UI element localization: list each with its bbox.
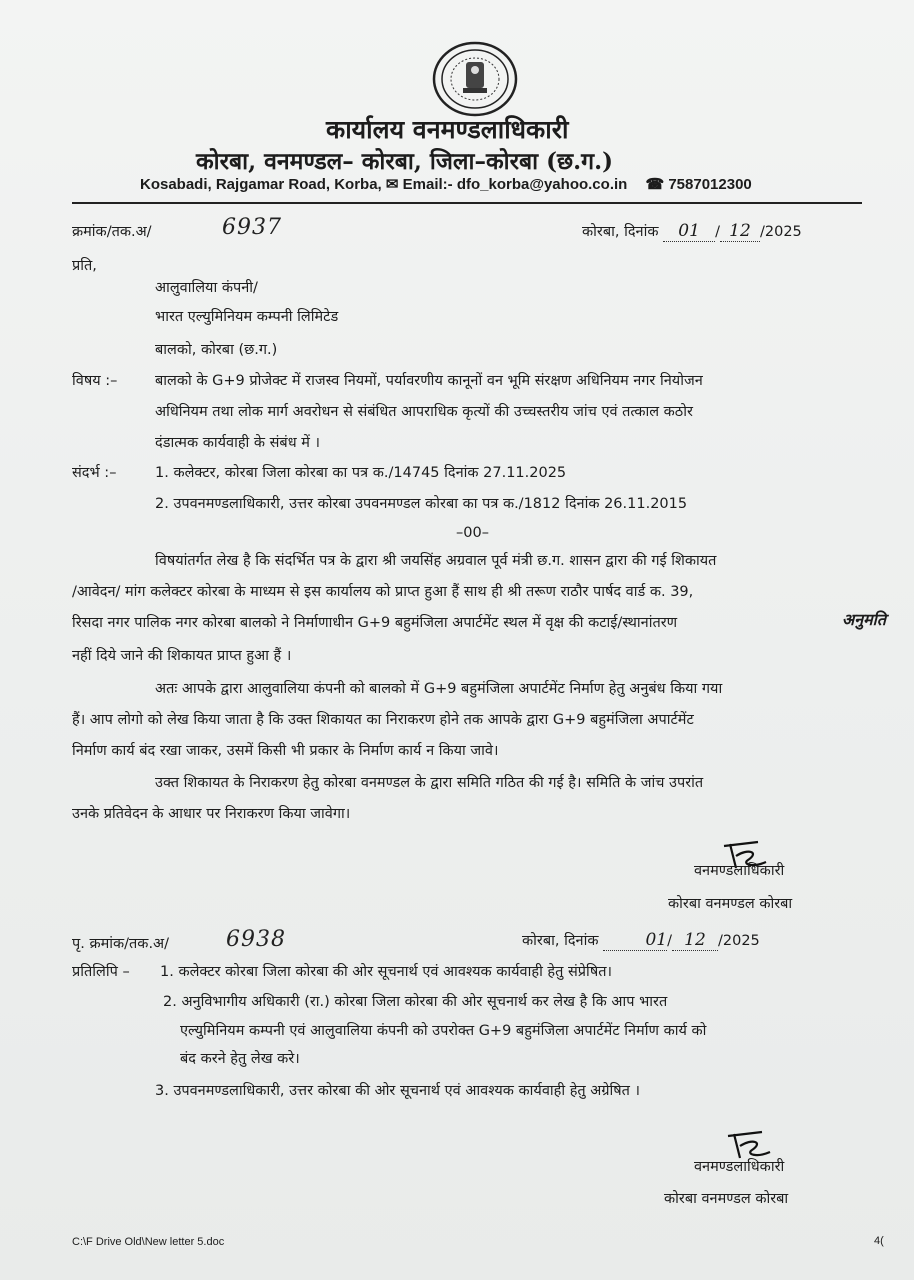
recipient-line-1: आलुवालिया कंपनी/ xyxy=(155,280,258,296)
date-line: कोरबा, दिनांक 01 / 12 /2025 xyxy=(582,221,802,241)
subject-line-1: बालको के G+9 प्रोजेक्ट में राजस्व नियमों, पर्यावरणीय कानूनों वन भूमि संरक्षण अधिनियम नगर नियोजन xyxy=(155,373,703,389)
copy-ref-label: पृ. क्रमांक/तक.अ/ xyxy=(72,936,170,952)
place-date-label: कोरबा, दिनांक xyxy=(582,224,659,240)
cc-item-2-line-1: 2. अनुविभागीय अधिकारी (रा.) कोरबा जिला कोरबा की ओर सूचनार्थ कर लेख है कि आप भारत xyxy=(163,994,668,1010)
margin-note-handwritten: अनुमति xyxy=(842,610,886,629)
para1-line-1: विषयांतर्गत लेख है कि संदर्भित पत्र के द्वारा श्री जयसिंह अग्रवाल पूर्व मंत्री छ.ग. शासन द्वारा की गई शिकायत xyxy=(155,553,717,569)
ref-number-handwritten: 6937 xyxy=(222,215,282,240)
file-path: C:\F Drive Old\New letter 5.doc xyxy=(72,1236,225,1248)
copy-place-date-label: कोरबा, दिनांक xyxy=(522,933,599,949)
phone-icon: ☎ xyxy=(645,176,665,193)
date-day: 01 xyxy=(663,221,715,242)
copy-date-line: कोरबा, दिनांक 01/ 12 /2025 xyxy=(522,930,760,950)
para3-line-1: उक्त शिकायत के निराकरण हेतु कोरबा वनमण्डल के द्वारा समिति गठित की गई है। समिति के जांच उपरांत xyxy=(155,775,704,791)
office-subtitle: कोरबा, वनमण्डल– कोरबा, जिला–कोरबा (छ.ग.) xyxy=(196,148,613,175)
copy-date-month: 12 xyxy=(672,930,718,951)
subject-line-3: दंडात्मक कार्यवाही के संबंध में । xyxy=(155,435,321,451)
copy-date-day: 01 xyxy=(603,930,667,951)
office-phone: 7587012300 xyxy=(668,176,752,193)
para3-line-2: उनके प्रतिवेदन के आधार पर निराकरण किया जावेगा। xyxy=(72,806,351,822)
copy-ref-number-handwritten: 6938 xyxy=(226,927,286,952)
cc-item-2-line-2: एल्युमिनियम कम्पनी एवं आलुवालिया कंपनी को उपरोक्त G+9 बहुमंजिला अपार्टमेंट निर्माण कार्य को xyxy=(180,1023,707,1039)
reference-1: 1. कलेक्टर, कोरबा जिला कोरबा का पत्र क./14745 दिनांक 27.11.2025 xyxy=(155,465,567,481)
mail-icon: ✉ xyxy=(385,176,399,193)
cc-item-3: 3. उपवनमण्डलाधिकारी, उत्तर कोरबा की ओर सूचनार्थ एवं आवश्यक कार्यवाही हेतु अग्रेषित । xyxy=(155,1083,641,1099)
signatory-place-2: कोरबा वनमण्डल कोरबा xyxy=(664,1191,789,1207)
to-label: प्रति, xyxy=(72,258,97,274)
cc-item-1: 1. कलेक्टर कोरबा जिला कोरबा की ओर सूचनार्थ एवं आवश्यक कार्यवाही हेतु संप्रेषित। xyxy=(160,964,612,980)
page-mark: 4( xyxy=(874,1235,884,1247)
recipient-line-3: बालको, कोरबा (छ.ग.) xyxy=(155,342,278,358)
date-month: 12 xyxy=(720,221,760,242)
state-emblem-seal xyxy=(432,40,518,118)
para1-line-4: नहीं दिये जाने की शिकायत प्राप्त हुआ हैं । xyxy=(72,648,292,664)
para2-line-2: हैं। आप लोगो को लेख किया जाता है कि उक्त शिकायत का निराकरण होने तक आपके द्वारा G+9 बहुमंजिला अपार्टमेंट xyxy=(72,712,694,728)
copy-date-year: /2025 xyxy=(717,933,760,949)
recipient-line-2: भारत एल्युमिनियम कम्पनी लिमिटेड xyxy=(155,309,339,325)
para1-line-2: /आवेदन/ मांग कलेक्टर कोरबा के माध्यम से इस कार्यालय को प्राप्त हुआ हैं साथ ही श्री तरूण राठौर पार्षद वार्ड क. 39, xyxy=(72,584,694,600)
signatory-title-2: वनमण्डलाधिकारी xyxy=(694,1159,785,1175)
office-title: कार्यालय वनमण्डलाधिकारी xyxy=(326,115,569,144)
reference-2: 2. उपवनमण्डलाधिकारी, उत्तर कोरबा उपवनमण्डल कोरबा का पत्र क./1812 दिनांक 26.11.2015 xyxy=(155,496,688,512)
signatory-place-1: कोरबा वनमण्डल कोरबा xyxy=(668,896,793,912)
para2-line-3: निर्माण कार्य बंद रखा जाकर, उसमें किसी भी प्रकार के निर्माण कार्य न किया जावे। xyxy=(72,743,499,759)
subject-line-2: अधिनियम तथा लोक मार्ग अवरोधन से संबंधित आपराधिक कृत्यों की उच्चस्तरीय जांच एवं तत्काल कठोर xyxy=(155,404,693,420)
address-line xyxy=(140,175,752,193)
subject-label: विषय :– xyxy=(72,373,118,389)
cc-item-2-line-3: बंद करने हेतु लेख करे। xyxy=(180,1051,300,1067)
reference-label: संदर्भ :– xyxy=(72,465,117,481)
date-year: /2025 xyxy=(759,224,802,240)
office-email: Email:- dfo_korba@yahoo.co.in xyxy=(402,176,628,193)
separator: –00– xyxy=(456,525,489,541)
office-address: Kosabadi, Rajgamar Road, Korba, xyxy=(140,176,382,193)
para2-line-1: अतः आपके द्वारा आलुवालिया कंपनी को बालको में G+9 बहुमंजिला अपार्टमेंट निर्माण हेतु अनुबंध किया गया xyxy=(155,681,723,697)
ref-label: क्रमांक/तक.अ/ xyxy=(72,224,152,240)
signatory-title-1: वनमण्डलाधिकारी xyxy=(694,863,785,879)
header-rule xyxy=(72,201,862,207)
cc-label: प्रतिलिपि – xyxy=(72,964,130,980)
para1-line-3: रिसदा नगर पालिक नगर कोरबा बालको ने निर्माणाधीन G+9 बहुमंजिला अपार्टमेंट स्थल में वृक्ष की कटाई/स्थानांतरण xyxy=(72,615,678,631)
